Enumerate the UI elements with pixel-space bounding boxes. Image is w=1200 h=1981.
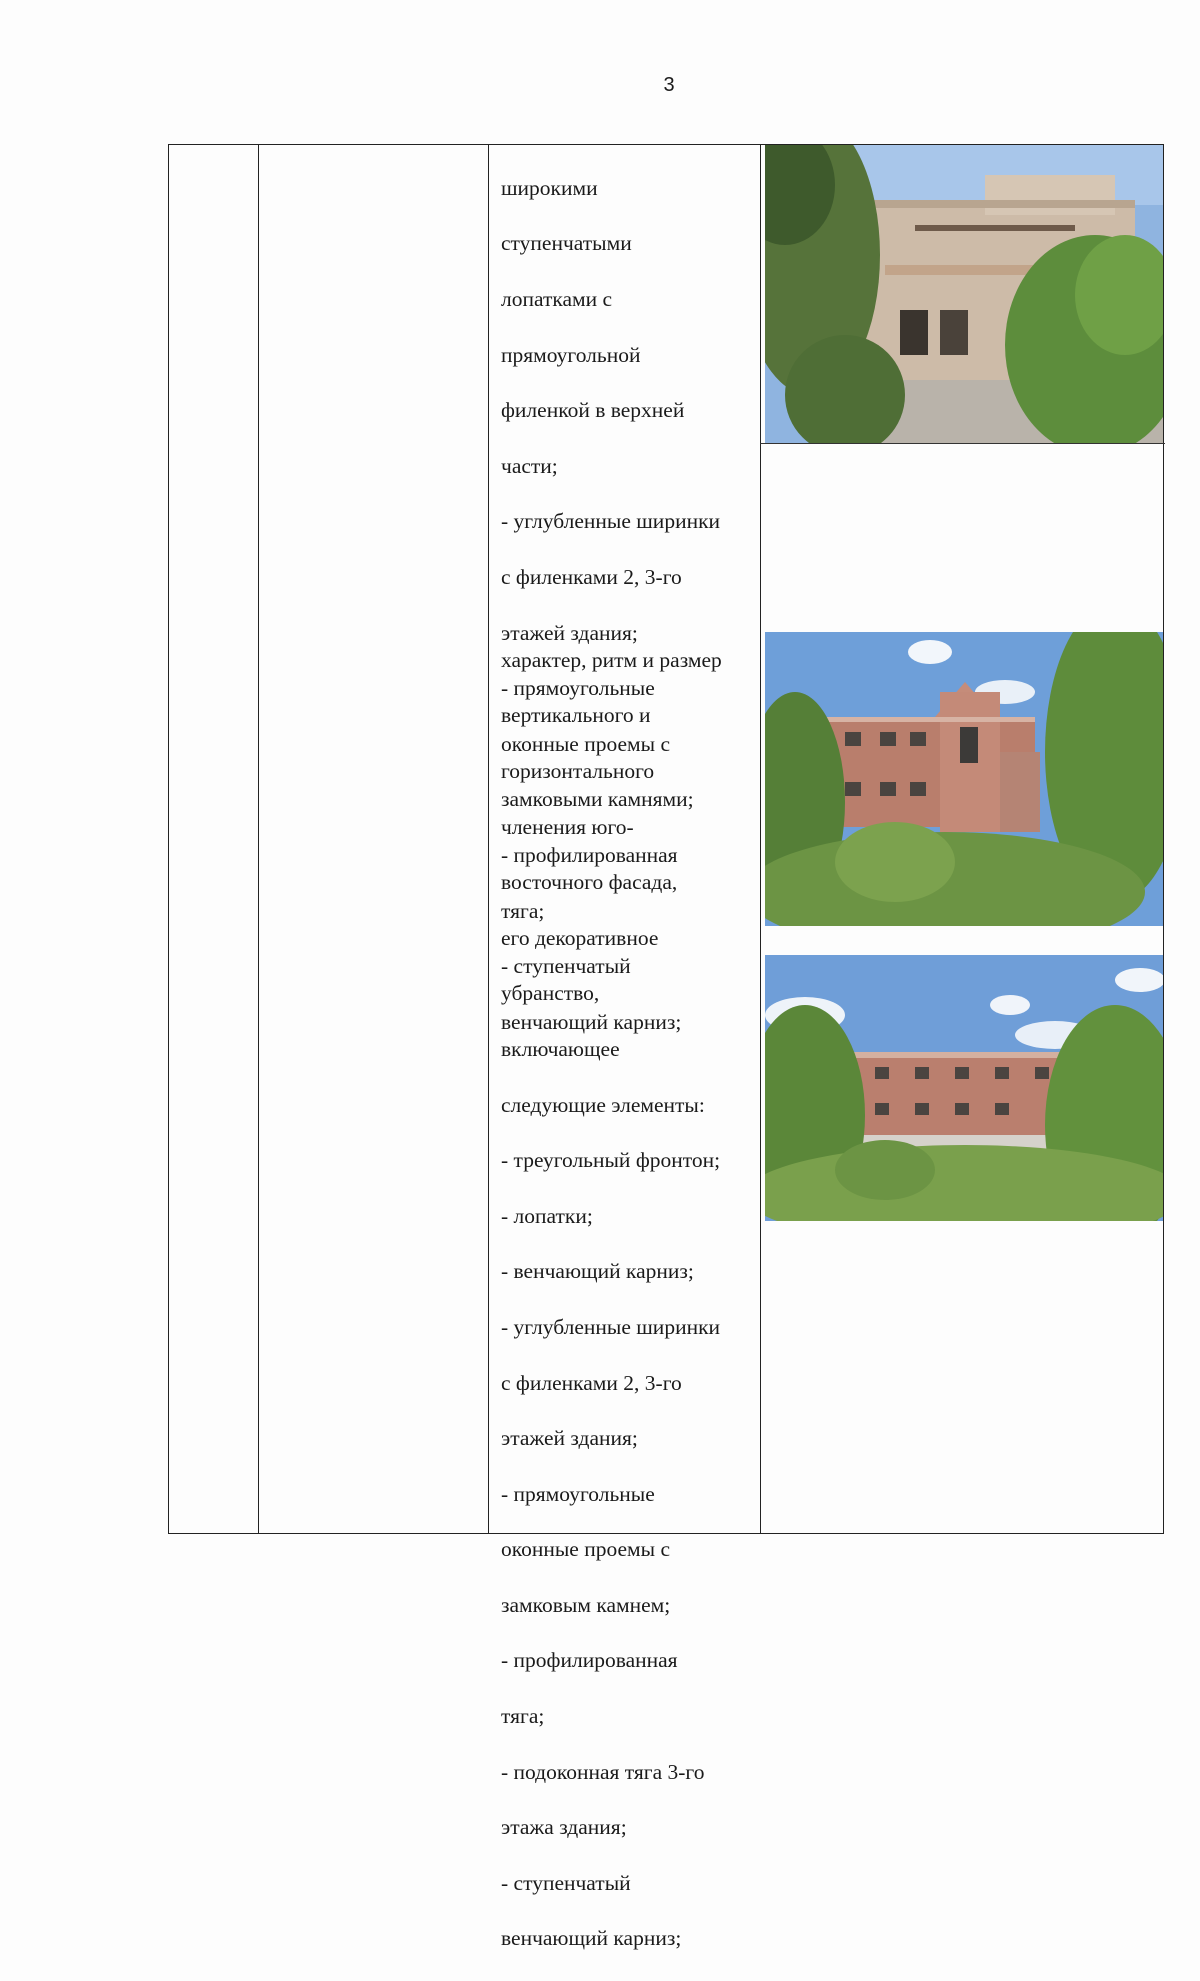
- text-line: с филенками 2, 3-го: [501, 564, 682, 589]
- text-line: замковым камнем;: [501, 1592, 671, 1617]
- text-line: филенкой в верхней: [501, 398, 685, 423]
- text-line: характер, ритм и размер: [501, 647, 722, 672]
- text-block-southeast-facade: [501, 619, 761, 1981]
- heritage-elements-table: [168, 144, 1164, 1951]
- text-line: ступенчатыми: [501, 231, 632, 256]
- page-number: 3: [663, 74, 675, 96]
- text-line: лопатками с: [501, 286, 613, 311]
- text-line: - профилированная: [501, 842, 678, 867]
- text-line: венчающий карниз;: [501, 1926, 682, 1951]
- text-line: - ступенчатый: [501, 1870, 631, 1895]
- text-line: с филенками 2, 3-го: [501, 1370, 682, 1395]
- text-line: горизонтального: [501, 758, 655, 783]
- text-line: - лопатки;: [501, 1203, 593, 1228]
- text-line: - прямоугольные: [501, 1481, 655, 1506]
- text-line: замковыми камнями;: [501, 787, 694, 812]
- text-line: убранство,: [501, 981, 600, 1006]
- text-line: членения юго-: [501, 814, 634, 839]
- text-line: тяга;: [501, 1704, 545, 1729]
- text-line: - ступенчатый: [501, 954, 631, 979]
- text-line: - углубленные ширинки: [501, 509, 721, 534]
- text-line: - подоконная тяга 3-го: [501, 1759, 705, 1784]
- text-line: тяга;: [501, 898, 545, 923]
- text-line: вертикального и: [501, 703, 651, 728]
- text-line: - треугольный фронтон;: [501, 1148, 721, 1173]
- text-line: этажей здания;: [501, 620, 638, 645]
- text-line: - профилированная: [501, 1648, 678, 1673]
- text-line: венчающий карниз;: [501, 1009, 682, 1034]
- text-line: восточного фасада,: [501, 870, 678, 895]
- photo-row-divider: [760, 443, 1165, 444]
- text-line: широкими: [501, 175, 598, 200]
- text-line: оконные проемы с: [501, 731, 671, 756]
- text-line: - углубленные ширинки: [501, 1314, 721, 1339]
- text-line: прямоугольной: [501, 342, 641, 367]
- photo-southeast-facade: [765, 632, 1163, 926]
- text-line: этажа здания;: [501, 1815, 627, 1840]
- column-divider-2: [488, 145, 489, 1533]
- column-divider-1: [258, 145, 259, 1533]
- text-line: его декоративное: [501, 925, 659, 950]
- text-line: следующие элементы:: [501, 1092, 705, 1117]
- photo-facade-detail: [765, 145, 1163, 443]
- text-line: - прямоугольные: [501, 676, 655, 701]
- text-line: части;: [501, 453, 558, 478]
- text-line: - венчающий карниз;: [501, 1259, 694, 1284]
- text-line: оконные проемы с: [501, 1537, 671, 1562]
- text-line: включающее: [501, 1036, 620, 1061]
- photo-long-facade: [765, 955, 1163, 1221]
- text-line: этажей здания;: [501, 1426, 638, 1451]
